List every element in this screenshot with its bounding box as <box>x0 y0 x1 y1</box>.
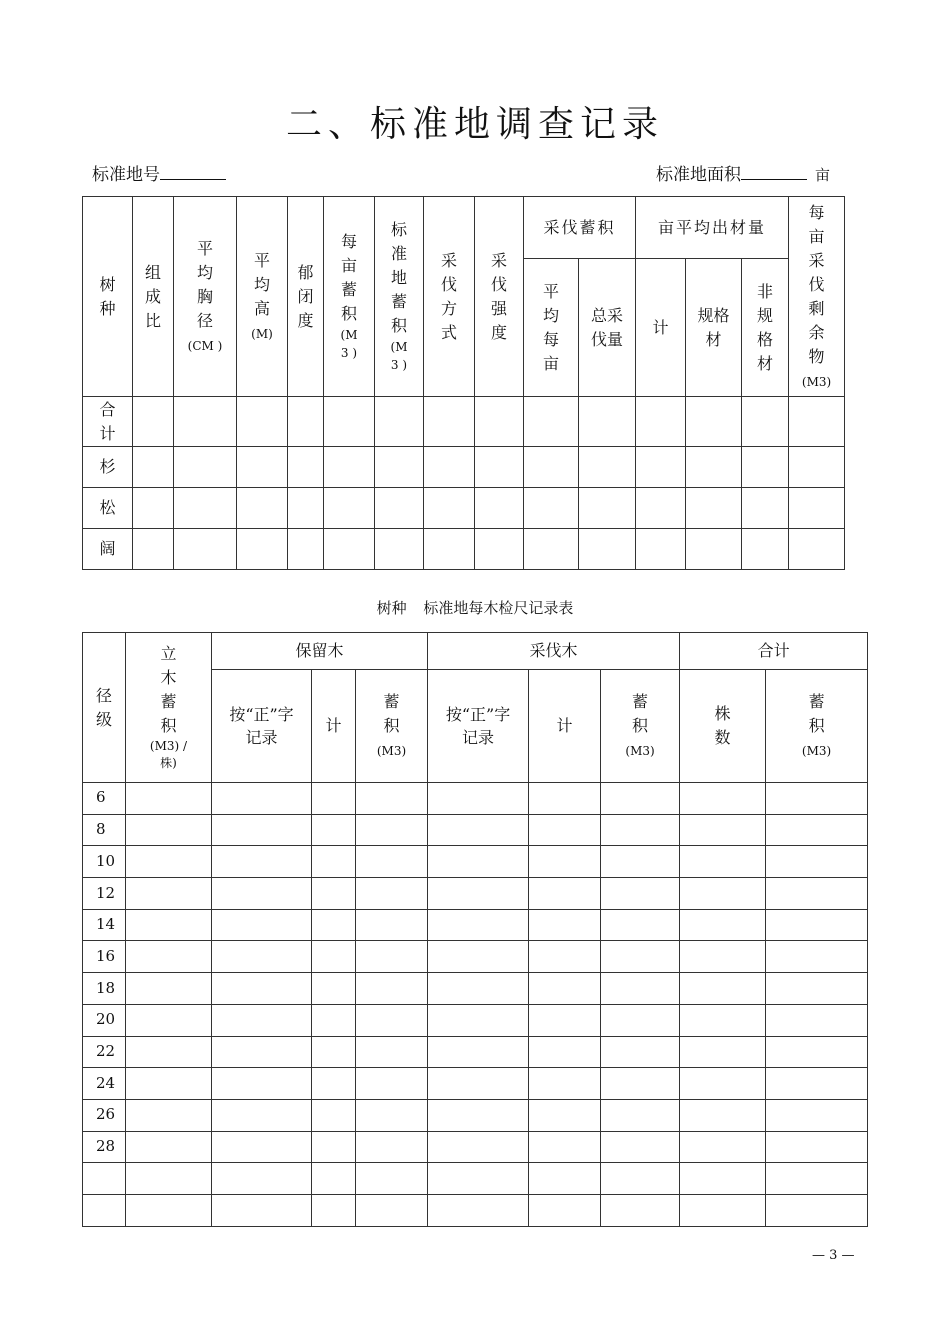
table-cell[interactable] <box>680 814 766 846</box>
table-cell[interactable] <box>601 1068 680 1100</box>
table-cell[interactable] <box>601 1099 680 1131</box>
table-cell[interactable] <box>126 909 212 941</box>
table-cell[interactable] <box>312 1036 356 1068</box>
header-retained: 保留木 <box>212 633 428 670</box>
table-cell[interactable] <box>126 1194 212 1226</box>
table-cell[interactable] <box>428 846 529 878</box>
header-standard-timber: 规格材 <box>686 259 742 397</box>
row-label: 杉 <box>83 447 133 488</box>
table-cell[interactable] <box>766 783 868 815</box>
page-number: — 3 — <box>812 1248 855 1263</box>
table-cell[interactable] <box>766 1099 868 1131</box>
table-cell[interactable] <box>126 1163 212 1195</box>
header-avg-height: 平均高 (M) <box>237 197 288 397</box>
table-cell[interactable] <box>126 878 212 910</box>
table-row <box>83 941 868 973</box>
table-cell[interactable] <box>428 1131 529 1163</box>
diameter-class-cell: 22 <box>83 1036 126 1068</box>
diameter-class-cell: 28 <box>83 1131 126 1163</box>
table-cell[interactable] <box>529 1163 601 1195</box>
row-label: 松 <box>83 488 133 529</box>
table-cell[interactable] <box>312 1163 356 1195</box>
table-cell[interactable] <box>680 909 766 941</box>
row-label: 合计 <box>83 397 133 447</box>
table-cell[interactable] <box>428 909 529 941</box>
table-cell[interactable] <box>680 1194 766 1226</box>
table-cell[interactable] <box>428 1036 529 1068</box>
table-cell[interactable] <box>766 909 868 941</box>
table-cell[interactable] <box>356 1004 428 1036</box>
plot-area-field <box>656 160 830 185</box>
table-cell[interactable] <box>529 1194 601 1226</box>
plot-survey-table <box>82 196 845 570</box>
header-cut-stock: 采伐蓄积 <box>524 197 636 259</box>
table-row <box>83 397 845 447</box>
header-avg-dbh: 平均胸径 (CM ) <box>174 197 237 397</box>
tree-tally-table <box>82 632 868 1227</box>
header-diameter-class: 径级 <box>83 633 126 783</box>
table-cell[interactable] <box>529 1036 601 1068</box>
table-cell[interactable] <box>312 1068 356 1100</box>
plot-area-unit: 亩 <box>815 166 831 184</box>
table-cell[interactable] <box>212 1194 312 1226</box>
table-row <box>83 814 868 846</box>
table-cell[interactable] <box>126 1099 212 1131</box>
table-cell[interactable] <box>356 1099 428 1131</box>
table-cell[interactable] <box>601 846 680 878</box>
table-cell[interactable] <box>212 973 312 1005</box>
header-tree-count: 株数 <box>680 670 766 783</box>
table-cell[interactable] <box>312 973 356 1005</box>
table-cell[interactable] <box>601 973 680 1005</box>
table-cell[interactable] <box>356 973 428 1005</box>
table-cell[interactable] <box>428 1194 529 1226</box>
table-cell[interactable] <box>601 909 680 941</box>
table-cell[interactable] <box>428 814 529 846</box>
header-cut-method: 采伐方式 <box>424 197 475 397</box>
table-cell[interactable] <box>356 941 428 973</box>
table-cell[interactable] <box>126 941 212 973</box>
table-cell[interactable] <box>212 1036 312 1068</box>
table-cell[interactable] <box>601 1036 680 1068</box>
table-row <box>83 1099 868 1131</box>
table-cell[interactable] <box>312 814 356 846</box>
table-cell[interactable] <box>126 1004 212 1036</box>
table-cell[interactable] <box>601 783 680 815</box>
table-cell[interactable] <box>212 1068 312 1100</box>
table-cell[interactable] <box>529 1131 601 1163</box>
table-cell[interactable] <box>529 909 601 941</box>
header-residue: 每亩采伐剩余物 (M3) <box>789 197 845 397</box>
table-cell[interactable] <box>126 1131 212 1163</box>
table-cell[interactable] <box>428 973 529 1005</box>
table-cell[interactable] <box>126 846 212 878</box>
header-retained-tally: 按“正”字记录 <box>212 670 312 783</box>
table-cell[interactable] <box>680 1131 766 1163</box>
table-cell[interactable] <box>356 909 428 941</box>
table-cell[interactable] <box>428 1163 529 1195</box>
table-cell[interactable] <box>680 941 766 973</box>
table-row <box>83 1004 868 1036</box>
table-cell[interactable] <box>529 846 601 878</box>
table-cell[interactable] <box>212 941 312 973</box>
table-cell[interactable] <box>356 1068 428 1100</box>
header-total-stock: 蓄积 (M3) <box>766 670 868 783</box>
header-composition: 组成比 <box>133 197 174 397</box>
diameter-class-cell <box>83 1194 126 1226</box>
table-cell[interactable] <box>356 1036 428 1068</box>
table-row <box>83 1068 868 1100</box>
table-row <box>83 1036 868 1068</box>
table-row <box>83 1131 868 1163</box>
table-cell[interactable] <box>356 814 428 846</box>
table-cell[interactable] <box>356 783 428 815</box>
plot-number-label: 标准地号 <box>92 165 160 185</box>
table-cell[interactable] <box>312 909 356 941</box>
table-cell[interactable] <box>680 1163 766 1195</box>
table-row <box>83 488 845 529</box>
table-cell[interactable] <box>601 878 680 910</box>
row-label: 阔 <box>83 529 133 570</box>
table-cell[interactable] <box>212 814 312 846</box>
header-retained-stock: 蓄积 (M3) <box>356 670 428 783</box>
plot-area-blank[interactable] <box>741 163 807 180</box>
header-canopy: 郁闭度 <box>288 197 324 397</box>
table-cell[interactable] <box>212 1163 312 1195</box>
plot-number-field <box>92 160 226 185</box>
header-species: 树种 <box>83 197 133 397</box>
table-cell[interactable] <box>766 1036 868 1068</box>
table-cell[interactable] <box>529 1004 601 1036</box>
table-cell[interactable] <box>766 878 868 910</box>
table-cell[interactable] <box>529 973 601 1005</box>
header-harvested-stock: 蓄积 (M3) <box>601 670 680 783</box>
header-harvested-count: 计 <box>529 670 601 783</box>
diameter-class-cell: 6 <box>83 783 126 815</box>
table-cell[interactable] <box>680 1099 766 1131</box>
table-cell[interactable] <box>212 1099 312 1131</box>
table-cell[interactable] <box>212 1131 312 1163</box>
header-stand-stock: 立木蓄积 (M3) /株) <box>126 633 212 783</box>
table-cell[interactable] <box>356 1194 428 1226</box>
header-total-cut: 总采伐量 <box>579 259 636 397</box>
table-row <box>83 529 845 570</box>
table-cell[interactable] <box>356 1163 428 1195</box>
table-cell[interactable] <box>356 846 428 878</box>
table-cell[interactable] <box>529 783 601 815</box>
diameter-class-cell: 20 <box>83 1004 126 1036</box>
table-row <box>83 846 868 878</box>
table-cell[interactable] <box>601 1163 680 1195</box>
table-row <box>83 1194 868 1226</box>
table-cell[interactable] <box>356 1131 428 1163</box>
table-cell[interactable] <box>601 941 680 973</box>
table-cell[interactable] <box>428 878 529 910</box>
table-cell[interactable] <box>428 1099 529 1131</box>
header-retained-count: 计 <box>312 670 356 783</box>
table-cell[interactable] <box>312 941 356 973</box>
header-stock-per-mu: 每亩蓄积 (M3 ) <box>324 197 375 397</box>
table-cell[interactable] <box>312 878 356 910</box>
table-cell[interactable] <box>529 1068 601 1100</box>
table-cell[interactable] <box>312 783 356 815</box>
table-cell[interactable] <box>766 1068 868 1100</box>
header-plot-stock: 标准地蓄积 (M3 ) <box>375 197 424 397</box>
diameter-class-cell: 24 <box>83 1068 126 1100</box>
table-cell[interactable] <box>766 1194 868 1226</box>
table-cell[interactable] <box>126 783 212 815</box>
table-cell[interactable] <box>312 1131 356 1163</box>
diameter-class-cell: 16 <box>83 941 126 973</box>
table-cell[interactable] <box>529 941 601 973</box>
diameter-class-cell <box>83 1163 126 1195</box>
table-cell[interactable] <box>428 1004 529 1036</box>
table-row <box>83 447 845 488</box>
plot-number-blank[interactable] <box>160 163 226 180</box>
table-cell[interactable] <box>212 846 312 878</box>
table-cell[interactable] <box>680 783 766 815</box>
table-cell[interactable] <box>428 941 529 973</box>
table-cell[interactable] <box>601 814 680 846</box>
tree-tally-rows <box>83 783 868 1227</box>
table-cell[interactable] <box>126 1068 212 1100</box>
table-row <box>83 783 868 815</box>
table-cell[interactable] <box>126 973 212 1005</box>
table-cell[interactable] <box>766 846 868 878</box>
header-total: 合计 <box>680 633 868 670</box>
table-cell[interactable] <box>766 973 868 1005</box>
header-harvested: 采伐木 <box>428 633 680 670</box>
table-cell[interactable] <box>126 814 212 846</box>
diameter-class-cell: 14 <box>83 909 126 941</box>
table-cell[interactable] <box>680 1068 766 1100</box>
table-cell[interactable] <box>312 1194 356 1226</box>
table-cell[interactable] <box>680 878 766 910</box>
diameter-class-cell: 26 <box>83 1099 126 1131</box>
plot-area-label: 标准地面积 <box>656 165 741 185</box>
caption-title: 标准地每木检尺记录表 <box>423 599 574 617</box>
header-timber-total: 计 <box>636 259 686 397</box>
diameter-class-cell: 12 <box>83 878 126 910</box>
table-cell[interactable] <box>766 814 868 846</box>
table-row <box>83 1163 868 1195</box>
table-cell[interactable] <box>601 1004 680 1036</box>
table-cell[interactable] <box>680 1036 766 1068</box>
table-cell[interactable] <box>212 878 312 910</box>
table-cell[interactable] <box>126 1036 212 1068</box>
page-title: 二、标准地调查记录 <box>285 104 664 145</box>
table-cell[interactable] <box>529 878 601 910</box>
header-cut-intensity: 采伐强度 <box>475 197 524 397</box>
table-cell[interactable] <box>312 1004 356 1036</box>
table-cell[interactable] <box>212 909 312 941</box>
table-cell[interactable] <box>356 878 428 910</box>
table-cell[interactable] <box>680 973 766 1005</box>
table-cell[interactable] <box>766 1004 868 1036</box>
table-cell[interactable] <box>428 1068 529 1100</box>
diameter-class-cell: 10 <box>83 846 126 878</box>
table-cell[interactable] <box>601 1131 680 1163</box>
table-cell[interactable] <box>601 1194 680 1226</box>
table-cell[interactable] <box>766 1163 868 1195</box>
table-cell[interactable] <box>680 846 766 878</box>
tree-tally-caption <box>0 597 950 618</box>
diameter-class-cell: 18 <box>83 973 126 1005</box>
table-row <box>83 878 868 910</box>
table-cell[interactable] <box>529 814 601 846</box>
table-cell[interactable] <box>529 1099 601 1131</box>
table-cell[interactable] <box>312 846 356 878</box>
diameter-class-cell: 8 <box>83 814 126 846</box>
header-avg-per-mu: 平均每亩 <box>524 259 579 397</box>
header-timber-output: 亩平均出材量 <box>636 197 789 259</box>
header-nonstandard-timber: 非规格材 <box>742 259 789 397</box>
table-cell[interactable] <box>428 783 529 815</box>
table-row <box>83 973 868 1005</box>
header-harvested-tally: 按“正”字记录 <box>428 670 529 783</box>
table-cell[interactable] <box>766 1131 868 1163</box>
table-cell[interactable] <box>212 783 312 815</box>
table-cell[interactable] <box>212 1004 312 1036</box>
caption-species: 树种 <box>376 599 407 617</box>
table-cell[interactable] <box>766 941 868 973</box>
table-cell[interactable] <box>680 1004 766 1036</box>
table-cell[interactable] <box>312 1099 356 1131</box>
table-row <box>83 909 868 941</box>
